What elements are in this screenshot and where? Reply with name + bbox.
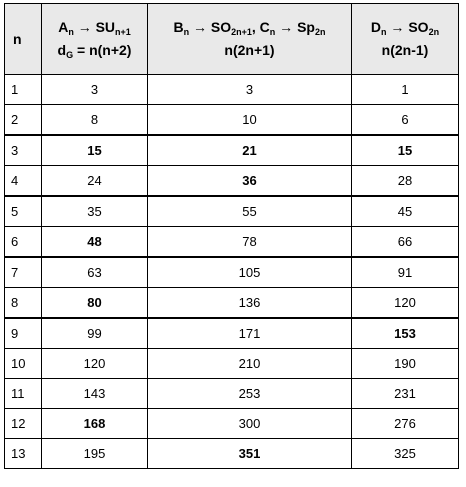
cell-n: 12 xyxy=(5,409,42,439)
cell-a: 120 xyxy=(42,349,148,379)
table-row xyxy=(5,318,459,349)
cell-d: 120 xyxy=(352,288,459,319)
cell-a: 24 xyxy=(42,166,148,197)
table-row xyxy=(5,349,459,379)
cell-b: 171 xyxy=(148,318,352,349)
cell-a: 99 xyxy=(42,318,148,349)
cell-b: 10 xyxy=(148,105,352,136)
header-d-line1: $D_n \to SO_{2n}$ xyxy=(370,19,440,37)
cell-d: 1 xyxy=(352,75,459,105)
header-b xyxy=(148,4,352,75)
cell-n: 13 xyxy=(5,439,42,469)
cell-n: 8 xyxy=(5,288,42,319)
cell-b: 105 xyxy=(148,257,352,288)
cell-n: 11 xyxy=(5,379,42,409)
cell-d: 6 xyxy=(352,105,459,136)
cell-b: 210 xyxy=(148,349,352,379)
cell-a: 168 xyxy=(42,409,148,439)
table-row xyxy=(5,257,459,288)
header-a-line2: $d_G = n(n+2)$ xyxy=(57,42,132,60)
cell-d: 45 xyxy=(352,196,459,227)
cell-a: 48 xyxy=(42,227,148,258)
table-row xyxy=(5,166,459,197)
cell-a: 195 xyxy=(42,439,148,469)
table-row xyxy=(5,75,459,105)
header-d xyxy=(352,4,459,75)
cell-a: 8 xyxy=(42,105,148,136)
cell-b: 55 xyxy=(148,196,352,227)
cell-n: 7 xyxy=(5,257,42,288)
cell-d: 153 xyxy=(352,318,459,349)
table-row xyxy=(5,105,459,136)
cell-d: 28 xyxy=(352,166,459,197)
header-n-label: n xyxy=(13,30,22,47)
cell-a: 15 xyxy=(42,135,148,166)
table-row xyxy=(5,409,459,439)
table-row xyxy=(5,379,459,409)
table-header-row xyxy=(5,4,459,75)
cell-n: 2 xyxy=(5,105,42,136)
cell-b: 351 xyxy=(148,439,352,469)
cell-b: 253 xyxy=(148,379,352,409)
lie-group-dimension-table xyxy=(4,3,459,469)
table-row xyxy=(5,196,459,227)
cell-n: 1 xyxy=(5,75,42,105)
cell-a: 35 xyxy=(42,196,148,227)
cell-a: 143 xyxy=(42,379,148,409)
cell-d: 190 xyxy=(352,349,459,379)
cell-n: 6 xyxy=(5,227,42,258)
cell-b: 78 xyxy=(148,227,352,258)
cell-b: 36 xyxy=(148,166,352,197)
cell-b: 3 xyxy=(148,75,352,105)
cell-d: 66 xyxy=(352,227,459,258)
cell-a: 3 xyxy=(42,75,148,105)
cell-n: 5 xyxy=(5,196,42,227)
table-row xyxy=(5,288,459,319)
dimension-table-container xyxy=(4,3,458,469)
cell-b: 21 xyxy=(148,135,352,166)
cell-a: 63 xyxy=(42,257,148,288)
header-a xyxy=(42,4,148,75)
header-d-line2: n(2n-1) xyxy=(381,42,429,58)
cell-n: 3 xyxy=(5,135,42,166)
table-row xyxy=(5,135,459,166)
cell-b: 136 xyxy=(148,288,352,319)
cell-n: 9 xyxy=(5,318,42,349)
cell-a: 80 xyxy=(42,288,148,319)
cell-n: 10 xyxy=(5,349,42,379)
cell-d: 276 xyxy=(352,409,459,439)
table-body xyxy=(5,75,459,469)
cell-b: 300 xyxy=(148,409,352,439)
table-row xyxy=(5,439,459,469)
header-a-line1: $A_n \to SU_{n+1}$ xyxy=(58,19,131,37)
table-row xyxy=(5,227,459,258)
cell-n: 4 xyxy=(5,166,42,197)
cell-d: 91 xyxy=(352,257,459,288)
cell-d: 15 xyxy=(352,135,459,166)
cell-d: 325 xyxy=(352,439,459,469)
header-b-line2: n(2n+1) xyxy=(224,42,275,58)
cell-d: 231 xyxy=(352,379,459,409)
header-n xyxy=(5,4,42,75)
header-b-line1: $B_n \to SO_{2n+1}$, $C_n \to Sp_{2n}$ xyxy=(173,19,326,37)
